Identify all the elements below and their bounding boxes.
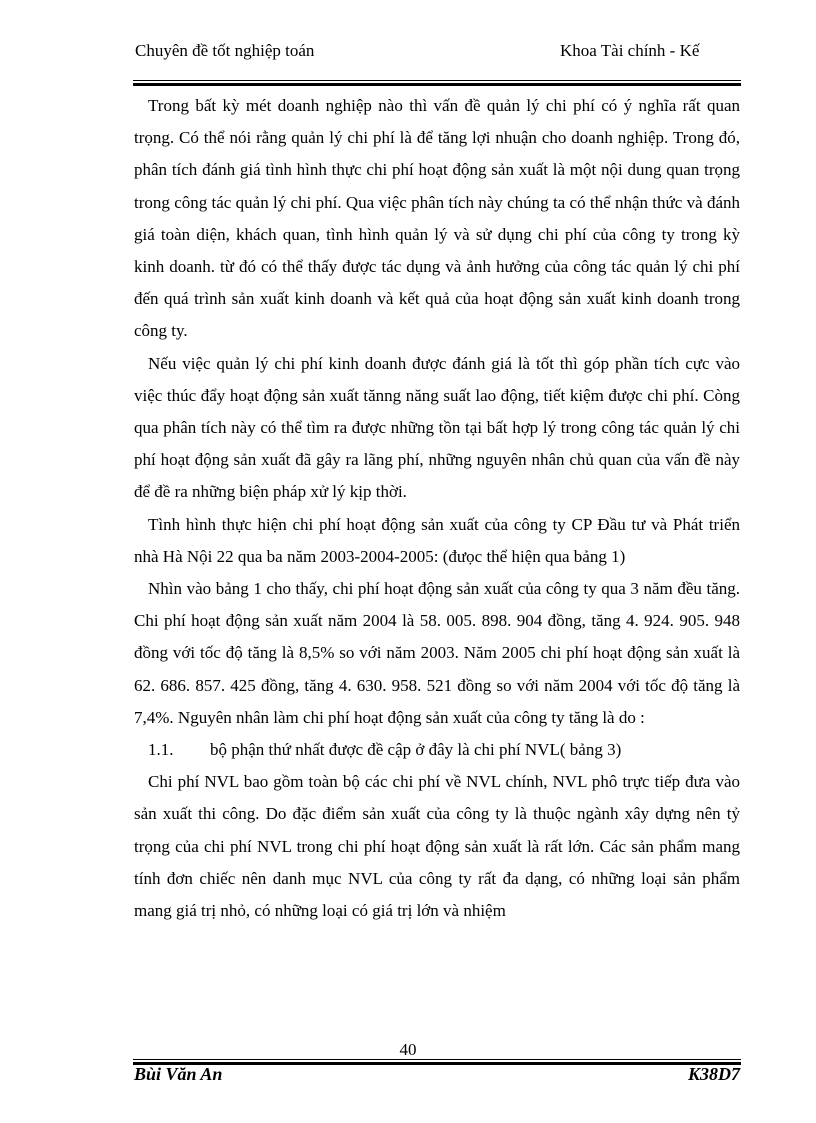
- footer-rule-bottom: [133, 1062, 741, 1065]
- header-department: Khoa Tài chính - Kế: [560, 41, 700, 60]
- section-heading: [134, 734, 740, 766]
- section-title: bộ phận thứ nhất được đề cập ở đây là chi phí NVL( bảng 3): [210, 740, 622, 760]
- paragraph-cost-situation: Tình hình thực hiện chi phí hoạt động sản xuất của công ty CP Đầu tư và Phát triển nhà Hà Nội 22 qua ba năm 2003-2004-2005: (đưọc thể hiện qua bảng 1): [134, 514, 740, 566]
- header-title: Chuyên đề tốt nghiệp toán: [135, 41, 315, 60]
- footer-class-code: K38D7: [687, 1064, 740, 1084]
- paragraph-cost-management: Trong bất kỳ mét doanh nghiệp nào thì vấn đề quản lý chi phí có ý nghĩa rất quan trọng. Có thể nói rằng quản lý chi phí là để tăng lợi nhuận cho doanh nghiệp. Trong đó, phân tích đánh giá tình hình thực chi phí hoạt động sản xuất là một nội dung quan trọng trong công tác quản lý chi phí. Qua việc phân tích này chúng ta có thể nhận thức và đánh giá toàn diện, khách quan, tình hình quản lý và sử dụng chi phí của công ty trong kỳ kinh doanh. từ đó có thể thấy được tác dụng và ảnh hưởng của công tác quản lý chi phí đến quá trình sản xuất kinh doanh và kết quả của hoạt động sản xuất kinh doanh trong công ty.: [134, 96, 740, 341]
- header-rule-bottom: [133, 83, 741, 86]
- header-rule-top: [133, 80, 741, 81]
- page-number: 40: [399, 1040, 417, 1059]
- paragraph-material-costs: Chi phí NVL bao gồm toàn bộ các chi phí về NVL chính, NVL phô trực tiếp đưa vào sản xuất thi công. Do đặc điểm sản xuất của công ty là thuộc ngành xây dựng nên tỷ trọng của chi phí NVL trong chi phí hoạt động sản xuất là rất lớn. Các sản phẩm mang tính đơn chiếc nên danh mục NVL của công ty rất đa dạng, có những loại sản phẩm mang giá trị nhỏ, có những loại có giá trị lớn và nhiệm: [134, 772, 740, 921]
- page-body: [134, 90, 740, 927]
- section-number: 1.1.: [148, 740, 174, 760]
- footer-rule-top: [133, 1059, 741, 1060]
- footer-author: Bùi Văn An: [134, 1064, 223, 1084]
- paragraph-cost-evaluation: Nếu việc quản lý chi phí kinh doanh được đánh giá là tốt thì góp phần tích cực vào việc thúc đẩy hoạt động sản xuất tănng năng suất lao động, tiết kiệm được chi phí. Còng qua phân tích này có thể tìm ra được những tồn tại bất hợp lý trong công tác quản lý chi phí hoạt động sản xuất đã gây ra lãng phí, những nguyên nhân chủ quan của vấn đề này để đề ra những biện pháp xử lý kịp thời.: [134, 353, 740, 502]
- paragraph-table-analysis: Nhìn vào bảng 1 cho thấy, chi phí hoạt động sản xuất của công ty qua 3 năm đều tăng. Chi phí hoạt động sản xuất năm 2004 là 58. 005. 898. 904 đồng, tăng 4. 924. 905. 948 đồng với tốc độ tăng là 8,5% so với năm 2003. Năm 2005 chi phí hoạt động sản xuất là 62. 686. 857. 425 đồng, tăng 4. 630. 958. 521 đồng so với năm 2004 với tốc độ tăng là 7,4%. Nguyên nhân làm chi phí hoạt động sản xuất của công ty tăng là do :: [134, 579, 740, 727]
